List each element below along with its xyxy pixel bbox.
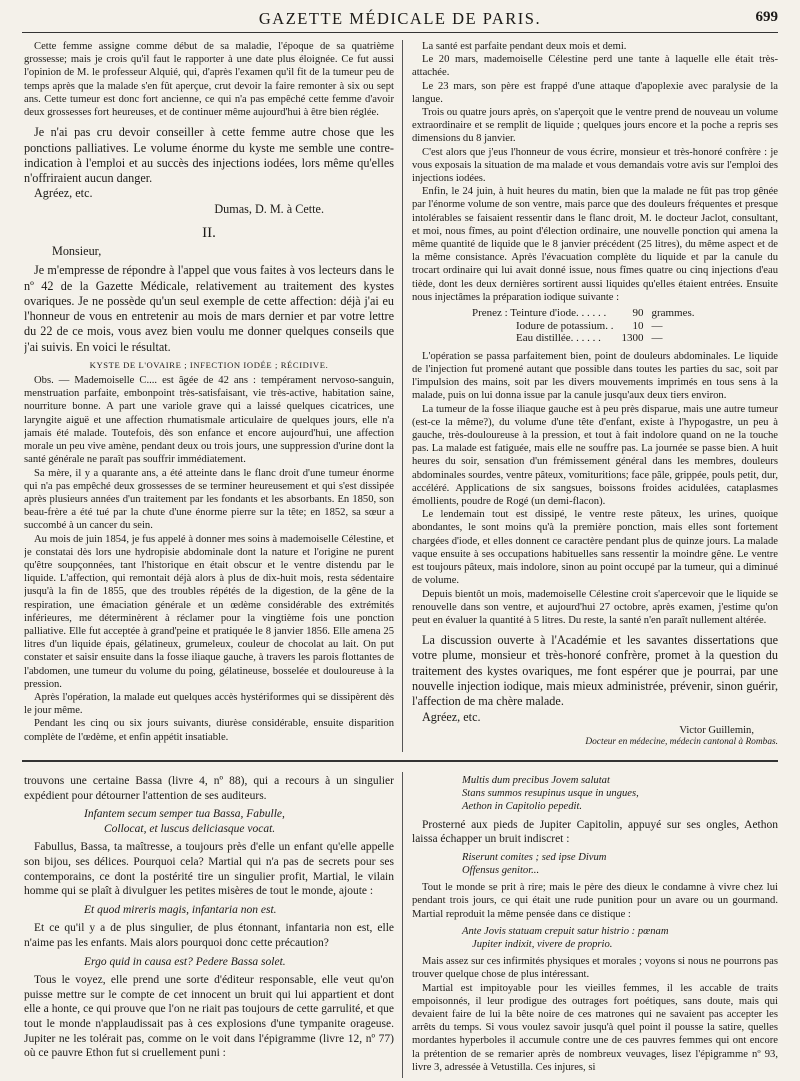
paragraph: Depuis bientôt un mois, mademoiselle Célestine croit s'apercevoir que le liquide se renouvelle dans son ventre, et aujourd'hui 27 octobre, après examen, j'estime qu'on peut en évaluer la quantité à 5 litres. Du reste, la santé n'en paraît nullement altérée. xyxy=(412,588,778,626)
salutation: Monsieur, xyxy=(52,244,102,258)
verse-line: Jupiter indixit, vivere de proprio. xyxy=(472,939,613,951)
signature: Victor Guillemin, xyxy=(679,724,754,736)
ingredient: Iodure de potassium. . xyxy=(516,319,614,332)
paragraph: Le 23 mars, son père est frappé d'une attaque d'apoplexie avec paralysie de la langue. xyxy=(412,80,778,105)
prescription-row xyxy=(468,320,699,333)
paragraph: Pendant les cinq ou six jours suivants, diurèse considérable, ensuite disparition complète de l'œdème, et enfin appétit insatiable. xyxy=(24,718,394,743)
page-header xyxy=(22,6,778,33)
paragraph: Le 20 mars, mademoiselle Célestine perd une tante à laquelle elle était très-attachée. xyxy=(412,54,778,79)
paragraph: Cette femme assigne comme début de sa maladie, l'époque de sa quatrième grossesse; mais je crois qu'il faut le rapporter à une date plus éloignée. Ce fut aussi l'opinion de M. le professeur Alquié, qui, d'après l'examen qu'il fit de la tumeur peu de temps après que la malade s'en fût aperçue, crut devoir la faire remonter à six ou sept ans. Cette tumeur est donc fort ancienne, ce qui n'a pas empêché cette femme d'avoir deux grossesses fort heureuses, et de continuer même aujourd'hui à être bien réglée. xyxy=(24,41,394,119)
verse-line: Offensus genitor... xyxy=(462,865,540,876)
latin-verse xyxy=(24,955,394,970)
paragraph: Je n'ai pas cru devoir conseiller à cette femme autre chose que les ponctions palliatives. Le volume énorme du kyste me semble une contre-indication à l'emploi et au succès des injections iodées, lors même qu'elles n'offriraient aucun danger. xyxy=(24,125,394,186)
paragraph: Martial est impitoyable pour les vieilles femmes, il les accable de traits empoisonnés, il leur prodigue des outrages fort poétiques, sans doute, mais qui devaient faire de lui la bête noire de ces matrones qui ne savaient pas accepter les arrêts du temps. Si vous voulez savoir jusqu'à quel point il pousse la satire, quelles mordantes hyperboles il accumule contre une de ces pauvres femmes qui ont encore la prétention de se remarier après de nombreux veuvages, lisez l'épigramme nº 93, livre 3, adressée à Vetustilla. Ces injures, si xyxy=(412,982,778,1073)
paragraph: La tumeur de la fosse iliaque gauche est à peu près disparue, mais une autre tumeur (est-ce la même?), du volume d'une tête d'enfant, existe à l'hypogastre, un peu à gauche, très-douloureuse à la pression, et tout à fait indolore quand on ne la touche pas. La malade est fatiguée, mais elle ne souffre pas. La journée se passe bien. A huit heures du soir, sensation d'un frémissement général dans les membres, douleurs abdominales sourdes, ventre pâteux, vomituritions; face pâle, grippée, pouls petit, dur, accéléré. Applications de six sangsues, boissons froides acidulées, cataplasmes émollients, poudre de Rogé (un demi-flacon). xyxy=(412,403,778,508)
signature-title: Docteur en médecine, médecin cantonal à Rombas. xyxy=(585,736,778,747)
case-heading: KYSTE DE L'OVAIRE ; INFECTION IODÉE ; RÉCIDIVE. xyxy=(89,360,329,371)
closing: Agréez, etc. xyxy=(422,709,481,724)
upper-left-column xyxy=(24,40,394,752)
paragraph: Après l'opération, la malade eut quelques accès hystériformes qui se dissipèrent dès le jour même. xyxy=(24,691,394,717)
paragraph: Tout le monde se prit à rire; mais le père des dieux le condamne à vivre chez lui pendant trois jours, ce qui était une rude punition pour un avare ou un gourmand. Martial reproduit la même pensée dans ce distique : xyxy=(412,882,778,920)
ingredient: Eau distillée. . . . . . xyxy=(516,332,601,345)
verse-line: Et quod mireris magis, infantaria non est. xyxy=(84,903,277,916)
lower-right-column xyxy=(412,774,778,1079)
latin-verse xyxy=(412,774,778,814)
paragraph: Prosterné aux pieds de Jupiter Capitolin, appuyé sur ses ongles, Aethon laissa échapper un bruit indiscret : xyxy=(412,818,778,846)
section-numeral: II. xyxy=(202,225,216,241)
latin-verse xyxy=(24,903,394,918)
paragraph: La santé est parfaite pendant deux mois et demi. xyxy=(422,41,627,52)
paragraph: Le lendemain tout est dissipé, le ventre reste pâteux, les urines, quoique abondantes, le sont moins qu'à la première ponction, mais elles sont fortement chargées d'iode, et elles donnent ce caractère pendant plus de quinze jours. La malade vaque ensuite à ses occupations habituelles sans ressentir la moindre gêne. Le ventre est toujours pâteux, mais indolore, sinon au point occupé par la tumeur, qui a diminué de volume. xyxy=(412,509,778,587)
column-divider xyxy=(402,772,403,1078)
paragraph: Au mois de juin 1854, je fus appelé à donner mes soins à mademoiselle Célestine, et je constatai dès lors une hydropisie abdominale dont la nature et l'origine ne purent qu'être soupçonnées, tant l'historique en était obscur et le ventre distendu par le liquide. L'affection, qui remontait déjà alors à plus de dix-huit mois, resta sédentaire jusqu'à la fin de 1855, que des troubles répétés de la digestion, de la gêne de la respiration, une émaciation générale et un œdème considérable des extrémités inférieures, me déterminèrent à réclamer pour la vingtième fois une ponction palliative. Elle fut acceptée à grand'peine et pratiquée le 8 janvier 1856. Elle amena 25 litres d'un liquide épais, gélatineux, grumeleux, couleur de chocolat au lait. On put constater et saisir ensuite dans la fosse iliaque gauche, à travers les parois flottantes de l'abdomen, une tumeur du volume du poing, gélatineuse, bosselée et douloureuse à la pression. xyxy=(24,533,394,690)
paragraph: La discussion ouverte à l'Académie et les savantes dissertations que votre plume, monsieur et très-honoré confrère, promet à la question du traitement des kystes ovariques, me font espérer que je pourrai, par une nouvelle injection iodique, mais mieux administrée, prévenir, sinon guérir, l'affection de ma chère malade. xyxy=(412,633,778,709)
lower-left-column xyxy=(24,774,394,1079)
paragraph: Obs. — Mademoiselle C.... est âgée de 42 ans : tempérament nervoso-sanguin, menstruation parfaite, embonpoint très-satisfaisant, vie très-active, habitation saine, nourriture bonne. A part une variole grave qui a laissé quelques cicatrices, une laryngite aiguë et une affection rhumatismale articulaire de quelques jours, elle n'a jamais été malade. Toutefois, dès son enfance et encore aujourd'hui, une affection morale un peu vive amène, pendant deux ou trois jours, une suppression d'urine dont la santé générale ne paraît pas souffrir immédiatement. xyxy=(24,375,394,466)
latin-verse xyxy=(412,851,778,877)
closing: Agréez, etc. xyxy=(34,186,93,201)
column-divider xyxy=(402,40,403,752)
signature: Dumas, D. M. à Cette. xyxy=(214,201,324,216)
paragraph: Mais assez sur ces infirmités physiques et morales ; voyons si nous ne pourrons pas trouver quelque chose de plus intéressant. xyxy=(412,956,778,981)
paragraph: L'opération se passa parfaitement bien, point de douleurs abdominales. Le liquide de l'injection fut promené autant que possible dans toutes les parties du sac, soit par l'impulsion des mains, soit par les divers mouvements imprimés en tous sens à la malade, puis on lui donna issue par la canule jusqu'aux deux tiers environ. xyxy=(412,350,778,402)
verse-line: Collocat, et luscus deliciasque vocat. xyxy=(104,822,276,835)
paragraph: Tous le voyez, elle prend une sorte d'éditeur responsable, elle veut qu'on puisse mettre sur le compte de cet innocent un bruit qui lui appartient et dont elle a honte, ce qui prouve que l'on ne riait pas toujours de cette garrulité, et que tout le monde n'applaudissait pas à ces explosions d'une tympanite orageuse. Jupiter ne les tolérait pas, comme on le voit dans l'épigramme (livre 12, nº 77) où ce pauvre Ethon fut si cruellement puni : xyxy=(24,974,394,1060)
paragraph: Fabullus, Bassa, ta maîtresse, a toujours près d'elle un enfant qu'elle appelle son bijou, ses délices. Pourquoi cela? Martial qui n'a pas de secrets pour ses contemporains, ce dont la postérité tire un singulier profit, Martial, le vilain homme qui se plaît à divulguer les petites misères de tout le monde, ajoute : xyxy=(24,841,394,898)
prescription-table xyxy=(468,307,699,345)
paragraph: trouvons une certaine Bassa (livre 4, nº 88), qui a recours à un singulier expédient pour détourner l'attention de ses auditeurs. xyxy=(24,775,394,802)
unit: — xyxy=(651,332,663,345)
verse-line: Ergo quid in causa est? Pedere Bassa solet. xyxy=(84,955,286,968)
paragraph: C'est alors que j'eus l'honneur de vous écrire, monsieur et très-honoré confrère : je vous exposais la situation de ma malade et vous demandais votre avis sur l'emploi des injections iodées. xyxy=(412,146,778,185)
verse-line: Ante Jovis statuam crepuit satur histrio : pœnam xyxy=(462,925,669,937)
ingredient: Prenez : Teinture d'iode. . . . . . xyxy=(472,307,607,320)
verse-line: Riserunt comites ; sed ipse Divum xyxy=(462,851,607,863)
paragraph: Sa mère, il y a quarante ans, a été atteinte dans le flanc droit d'une tumeur énorme qui n'a pas empêché deux grossesses de se terminer heureusement et qui s'est dissipée après plusieurs années d'un traitement par les fondants et les absorbants. En 1850, son beau-frère a été tué par la chute d'une énorme pierre sur la tête; en 1852, sa sœur a succombé à un cancer du sein. xyxy=(24,467,394,532)
latin-verse xyxy=(412,925,778,951)
paragraph: Trois ou quatre jours après, on s'aperçoit que le ventre prend de nouveau un volume extraordinaire et se remplit de liquide ; quelques jours encore et la poche a repris ses dimensions du 8 janvier. xyxy=(412,107,778,145)
verse-line: Infantem secum semper tua Bassa, Fabulle, xyxy=(84,808,285,821)
paragraph: Enfin, le 24 juin, à huit heures du matin, bien que la malade ne fût pas trop gênée par l'énorme volume de son ventre, mais parce que des douleurs fréquentes et presque intolérables se faisaient ressentir dans le flanc droit, M. le docteur Jaclot, consultant, et moi, nous fîmes, au point d'élection ordinaire, une nouvelle ponction qui amena la même quantité de liquide que le 8 janvier précédent (25 litres), du même aspect et de la même consistance. Après l'évacuation complète du liquide et par la canule du trocart ordinaire qui lui avait donné issue, nous fîmes quatre ou cinq injections d'eau tiède, dont les deux dernières sortirent aussi liquides qu'elles étaient entrées. Ensuite nous injectâmes la préparation iodique suivante : xyxy=(412,186,778,303)
prescription-row xyxy=(468,307,699,320)
amount: 90 xyxy=(632,307,644,320)
paragraph: Et ce qu'il y a de plus singulier, de plus étonnant, infantaria non est, elle n'aime pas les enfants. Mais alors pourquoi donc cette précaution? xyxy=(24,922,394,949)
unit: — xyxy=(651,319,663,332)
upper-right-column xyxy=(412,40,778,752)
verse-line: Stans summos resupinus usque in ungues, xyxy=(462,788,639,800)
prescription-row xyxy=(468,332,699,345)
paragraph: Je m'empresse de répondre à l'appel que vous faites à vos lecteurs dans le nº 42 de la Gazette Médicale, relativement au traitement des kystes ovariques. Je ne possède qu'un seul exemple de cette affection: déjà j'ai eu l'honneur de vous en entretenir au mois de mars dernier et par votre lettre du 22 de ce mois, vous avez bien voulu me donner quelques conseils que j'ai suivis. En voici le résultat. xyxy=(24,263,394,354)
unit: grammes. xyxy=(651,307,695,320)
latin-verse xyxy=(24,807,394,836)
page-number: 699 xyxy=(755,9,778,25)
amount: 1300 xyxy=(621,332,644,345)
verse-line: Multis dum precibus Jovem salutat xyxy=(462,775,610,786)
amount: 10 xyxy=(632,319,644,332)
feuilleton-divider xyxy=(22,760,778,762)
verse-line: Aethon in Capitolio pepedit. xyxy=(462,801,583,813)
masthead-title: GAZETTE MÉDICALE DE PARIS. xyxy=(258,9,542,28)
